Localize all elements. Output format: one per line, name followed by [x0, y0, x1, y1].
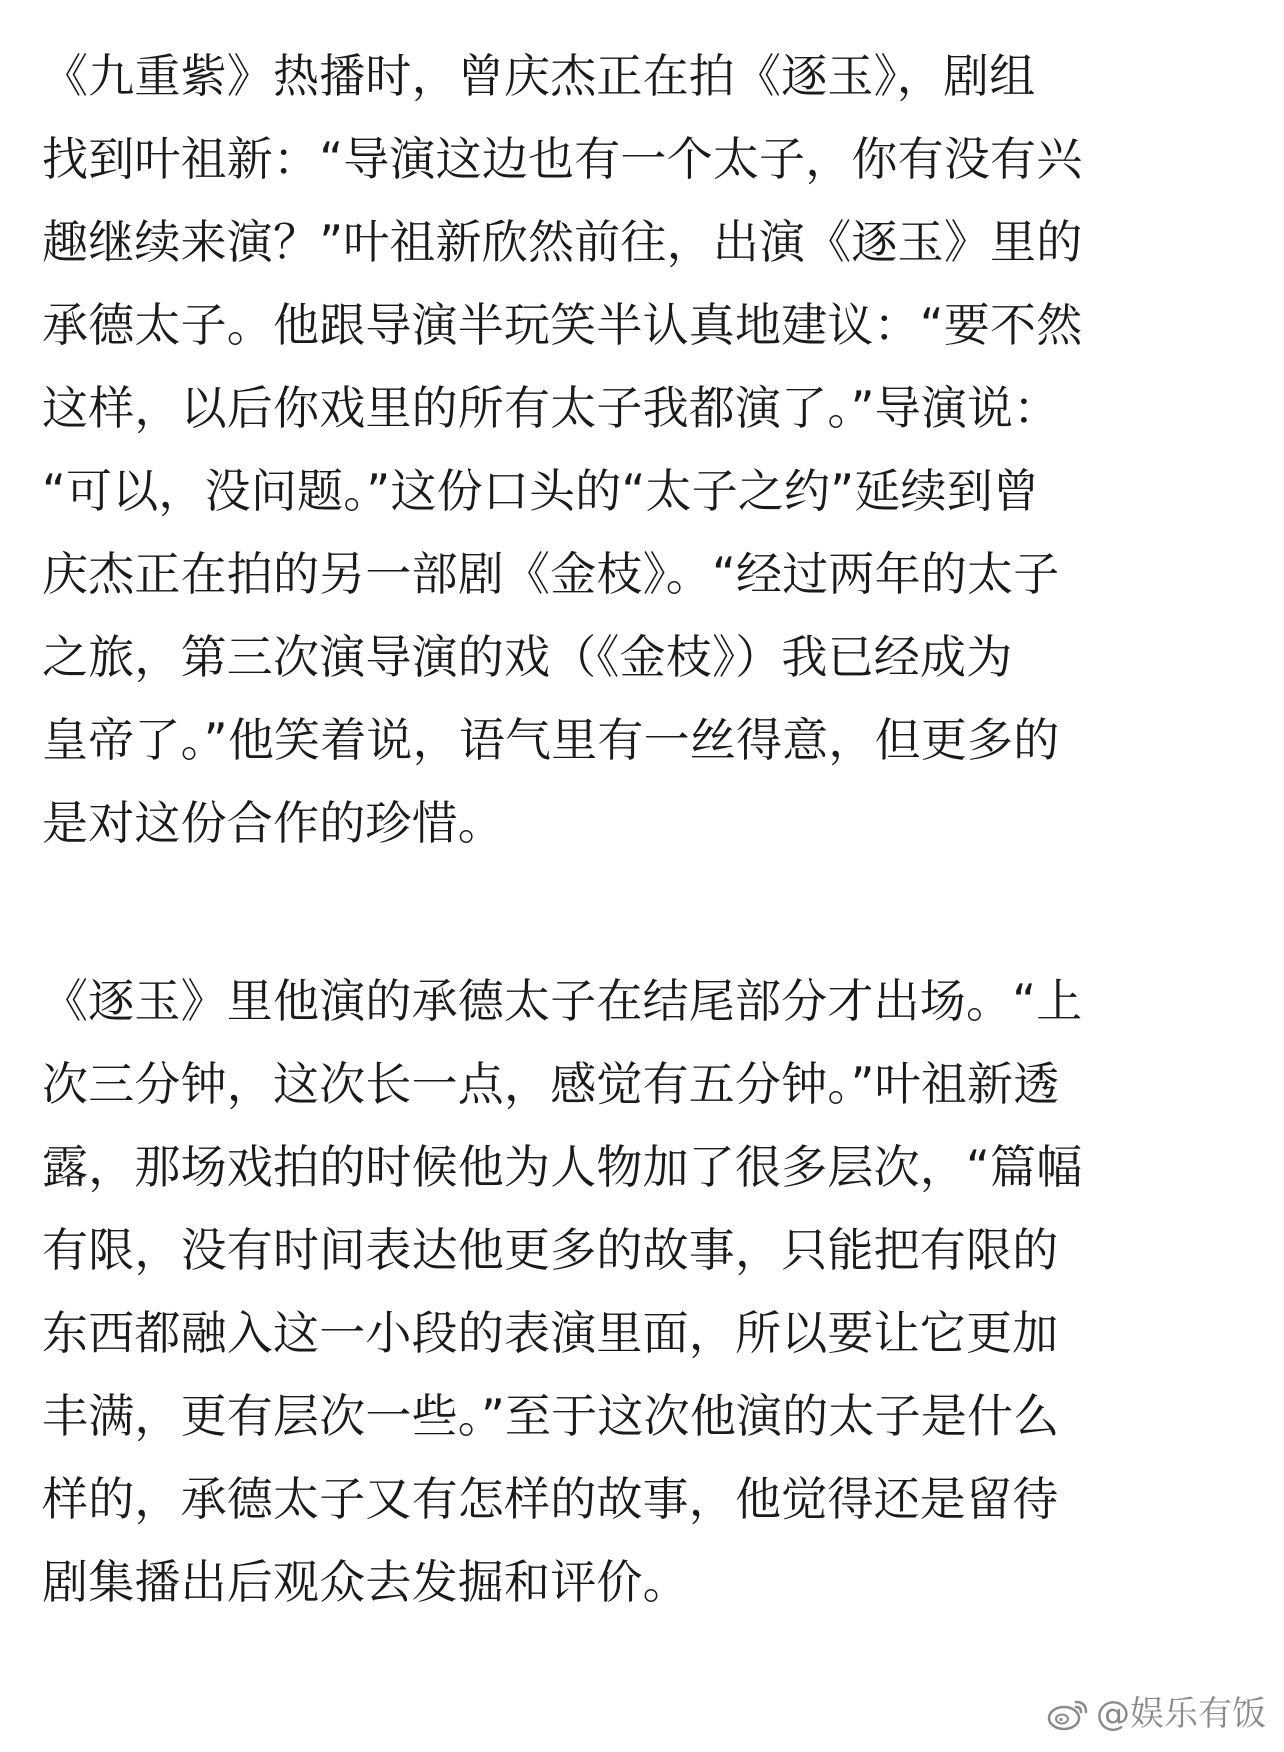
paragraph-1-line-7: 庆杰正在拍的另一部剧《金枝》。“经过两年的太子	[42, 547, 1060, 601]
paragraph-1-line-8: 之旅，第三次演导演的戏（《金枝》）我已经成为	[42, 630, 1013, 684]
paragraph-2-line-5: 东西都融入这一小段的表演里面，所以要让它更加	[42, 1306, 1059, 1360]
paragraph-1-line-4: 承德太子。他跟导演半玩笑半认真地建议：“要不然	[42, 298, 1083, 352]
weibo-icon	[1046, 1696, 1090, 1732]
watermark	[1046, 1690, 1266, 1738]
paragraph-1-line-9: 皇帝了。”他笑着说，语气里有一丝得意，但更多的	[42, 713, 1060, 767]
paragraph-1-line-6: “可以，没问题。”这份口头的“太子之约”延续到曾	[42, 464, 1040, 518]
paragraph-1-line-1: 《九重紫》热播时，曾庆杰正在拍《逐玉》，剧组	[42, 49, 1036, 103]
paragraph-1-line-5: 这样，以后你戏里的所有太子我都演了。”导演说：	[42, 381, 1060, 435]
paragraph-2-line-6: 丰满，更有层次一些。”至于这次他演的太子是什么	[42, 1389, 1060, 1443]
paragraph-1-line-2: 找到叶祖新：“导演这边也有一个太子，你有没有兴	[42, 132, 1083, 186]
paragraph-1-line-3: 趣继续来演？”叶祖新欣然前往，出演《逐玉》里的	[42, 215, 1083, 269]
paragraph-2-line-8: 剧集播出后观众去发掘和评价。	[42, 1555, 689, 1609]
paragraph-1-line-10: 是对这份合作的珍惜。	[42, 796, 504, 850]
paragraph-2-line-1: 《逐玉》里他演的承德太子在结尾部分才出场。“上	[42, 974, 1083, 1028]
watermark-text: @娱乐有饭	[1096, 1694, 1266, 1734]
paragraph-2-line-4: 有限，没有时间表达他更多的故事，只能把有限的	[42, 1223, 1059, 1277]
paragraph-2-line-2: 次三分钟，这次长一点，感觉有五分钟。”叶祖新透	[42, 1057, 1060, 1111]
paragraph-2-line-7: 样的，承德太子又有怎样的故事，他觉得还是留待	[42, 1472, 1059, 1526]
paragraph-2-line-3: 露，那场戏拍的时候他为人物加了很多层次，“篇幅	[42, 1140, 1083, 1194]
